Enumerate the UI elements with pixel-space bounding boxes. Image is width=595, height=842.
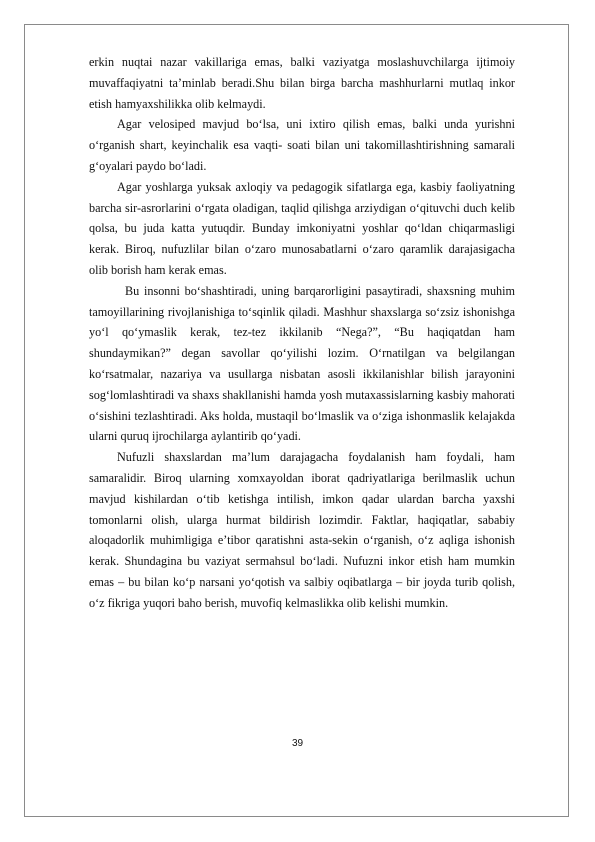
paragraph-5: Nufuzli shaxslardan ma’lum darajagacha foydalanish ham foydali, ham samaralidir. Biroq ularning xomxayoldan iborat qadriyatlariga berilmaslik uchun mavjud kishilardan o‘tib ketishga intilish, imkon qadar ulardan barcha yaxshi tomonlarni olish, ularga hurmat bildirish lozimdir. Faktlar, haqiqatlar, sababiy aloqadorlik muhimligiga e’tibor qaratishni asta-sekin o‘rganish, o‘z aqliga ishonish kerak. Shundagina bu vaziyat sermahsul bo‘ladi. Nufuzni inkor etish ham mumkin emas – bu bilan ko‘p narsani yo‘qotish va salbiy oqibatlarga – bir joyda turib qolish, o‘z fikriga yuqori baho berish, muvofiq kelmaslikka olib kelishi mumkin. xyxy=(89,450,515,610)
page-number: 39 xyxy=(291,738,304,749)
paragraph-3: Agar yoshlarga yuksak axloqiy va pedagogik sifatlarga ega, kasbiy faoliyatning barcha sir-asrorlarini o‘rgata oladigan, taqlid qilishga arziydigan o‘qituvchi duch kelib qolsa, bu juda katta yutuqdir. Bunday imkoniyatni yoshlar qo‘ldan chiqarmasligi kerak. Biroq, nufuzlilar bilan o‘zaro munosabatlarni o‘zaro qaramlik darajasigacha olib borish ham kerak emas. xyxy=(89,179,515,277)
paragraph-2: Agar velosiped mavjud bo‘lsa, uni ixtiro qilish emas, balki unda yurishni o‘rganish shart, keyinchalik esa vaqti- soati bilan uni takomillashtirishning samarali g‘oyalari paydo bo‘ladi. xyxy=(89,117,515,173)
paragraph-4: Bu insonni bo‘shashtiradi, uning barqarorligini pasaytiradi, shaxsning muhim tamoyillarining rivojlanishiga to‘sqinlik qiladi. Mashhur shaxslarga so‘zsiz ishonishga yo‘l qo‘ymaslik kerak, tez-tez ikkilanib “Nega?”, “Bu haqiqatdan ham shundaymikan?” degan savollar qo‘yilishi lozim. O‘rnatilgan va belgilangan ko‘rsatmalar, nazariya va usullarga nisbatan asosli ikkilanishlar bilish jarayonini sog‘lomlashtiradi va shaxs shakllanishi hamda yosh mutaxassislarning kasbiy mahorati o‘sishini tezlashtiradi. Aks holda, mustaqil bo‘lmaslik va o‘ziga ishonmaslik kelajakda ularni quruq ijrochilarga aylantirib qo‘yadi. xyxy=(89,283,515,444)
document-body xyxy=(89,52,515,614)
paragraph-1: erkin nuqtai nazar vakillariga emas, balki vaziyatga moslashuvchilarga ijtimoiy muvaffaqiyatni ta’minlab beradi.Shu bilan birga barcha mashhurlarni mutlaq inkor etish hamyaxshilikka olib kelmaydi. xyxy=(89,55,515,111)
